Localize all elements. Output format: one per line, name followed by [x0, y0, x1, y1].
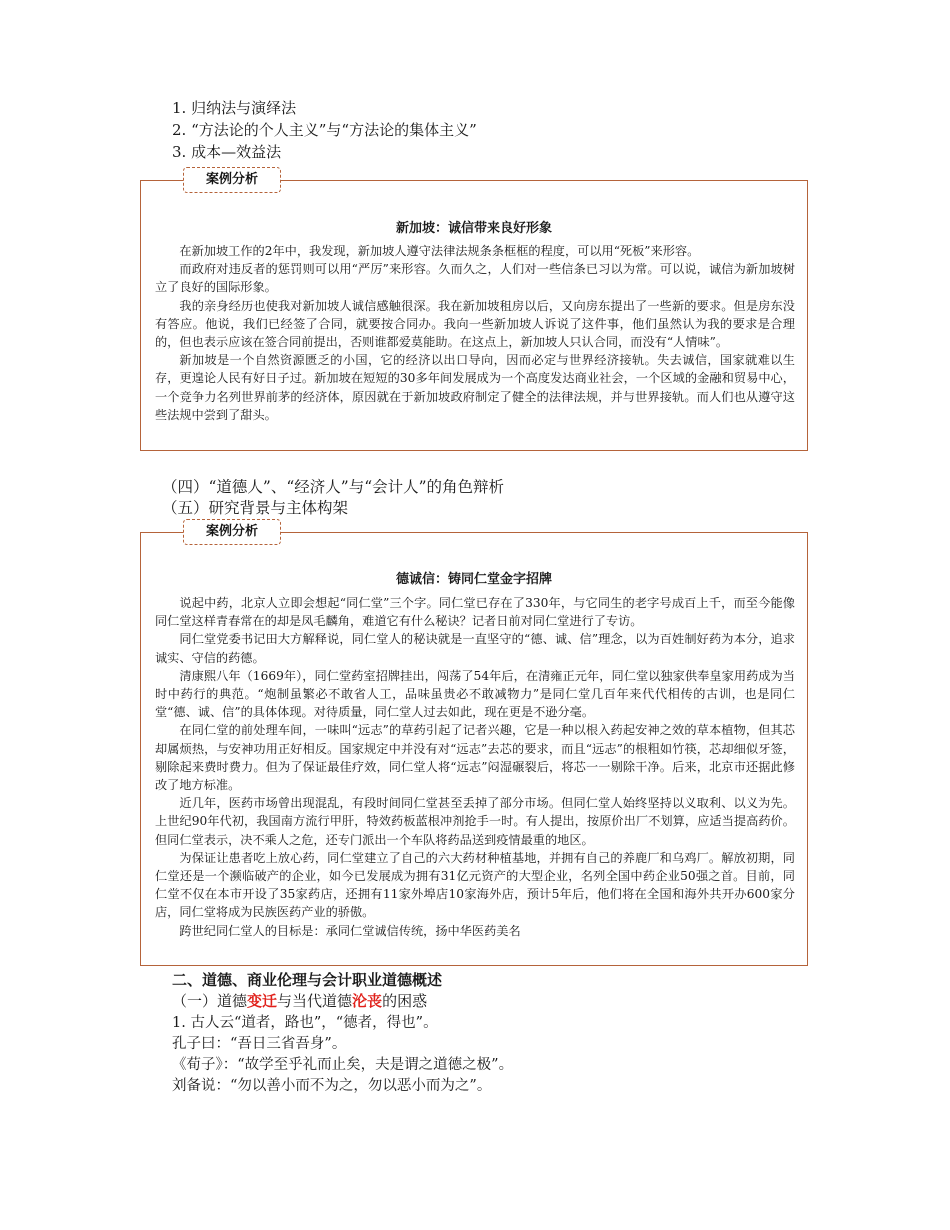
heading-role-analysis: （四）“道德人”、“经济人”与“会计人”的角色辩析	[162, 478, 505, 496]
list-item-cost-benefit: 3. 成本—效益法	[172, 143, 282, 161]
paragraph: 而政府对违反者的惩罚则可以用“严厉”来形容。久而久之，人们对一些信条已习以为常。可以说，诚信为新加坡树立了良好的国际形象。	[155, 262, 795, 295]
paragraph: 在同仁堂的前处理车间，一味叫“远志”的草药引起了记者兴趣，它是一种以根入药起安神之效的草本植物，但其芯却属烦热，与安神功用正好相反。国家规定中并没有对“远志”去芯的要求，而且“远志”的根粗如竹筷，芯却细似牙签，剔除起来费时费力。但为了保证最佳疗效，同仁堂人将“远志”闷湿碾裂后，将芯一一剔除干净。后来，北京市还据此修改了地方标准。	[155, 723, 795, 793]
paragraph: 说起中药，北京人立即会想起“同仁堂”三个字。同仁堂已存在了330年，与它同生的老字号成百上千，而至今能像同仁堂这样青春常在的却是凤毛麟角，难道它有什么秘诀？记者日前对同仁堂进行了专访。	[155, 596, 795, 629]
subheading-mid: 与当代道德	[277, 992, 353, 1010]
quote-xunzi: 《荀子》：“故学至乎礼而止矣，夫是谓之道德之极”。	[172, 1057, 514, 1073]
paragraph: 新加坡是一个自然资源匮乏的小国，它的经济以出口导向，因而必定与世界经济接轨。失去诚信，国家就难以生存，更遑论人民有好日子过。新加坡在短短的30多年间发展成为一个高度发达商业社会，一个区域的金融和贸易中心，一个竞争力名列世界前茅的经济体，原因就在于新加坡政府制定了健全的法律法规，并与世界接轨。而人们也从遵守这些法规中尝到了甜头。	[155, 353, 795, 422]
paragraph: 同仁堂党委书记田大方解释说，同仁堂人的秘诀就是一直坚守的“德、诚、信”理念，以为百姓制好药为本分，追求诚实、守信的药德。	[155, 632, 795, 665]
paragraph: 我的亲身经历也使我对新加坡人诚信感触很深。我在新加坡租房以后，又向房东提出了一些新的要求。但是房东没有答应。他说，我们已经签了合同，就要按合同办。我向一些新加坡人诉说了这件事，他们虽然认为我的要求是合理的，但也表示应该在签合同前提出，否则谁都爱莫能助。在这点上，新加坡人只认合同，而没有“人情味”。	[155, 298, 795, 350]
subheading-prefix: （一）道德	[172, 992, 248, 1010]
case-tag: 案例分析	[183, 519, 281, 545]
quote-ancients: 1. 古人云“道者，路也”，“德者，得也”。	[172, 1015, 438, 1031]
case-body-singapore	[155, 242, 795, 424]
case-body-tongrentang	[155, 594, 795, 940]
list-item-inductive: 1. 归纳法与演绎法	[172, 99, 297, 117]
paragraph: 近几年，医药市场曾出现混乱，有段时间同仁堂甚至丢掉了部分市场。但同仁堂人始终坚持以义取利、以义为先。上世纪90年代初，我国南方流行甲肝，特效药板蓝根冲剂抢手一时。有人提出，按原价出厂不划算，应适当提高药价。但同仁堂表示，决不乘人之危，还专门派出一个车队将药品送到疫情最重的地区。	[155, 796, 795, 847]
paragraph: 为保证让患者吃上放心药，同仁堂建立了自己的六大药材种植基地，并拥有自己的养鹿厂和乌鸡厂。解放初期，同仁堂还是一个濒临破产的企业，如今已发展成为拥有31亿元资产的大型企业，名列全国中药企业50强之首。目前，同仁堂不仅在本市开设了35家药店，还拥有11家外埠店10家海外店，预计5年后，他们将在全国和海外共开办600家分店，同仁堂将成为民族医药产业的骄傲。	[155, 850, 795, 920]
quote-confucius: 孔子曰：“吾日三省吾身”。	[172, 1036, 347, 1052]
paragraph: 清康熙八年（1669年），同仁堂药室招牌挂出，闯荡了54年后，在清雍正元年，同仁堂以独家供奉皇家用药成为当时中药行的典范。“炮制虽繁必不敢省人工，品味虽贵必不敢减物力”是同仁堂几百年来代代相传的古训，也是同仁堂“德、诚、信”的具体体现。对待质量，同仁堂人过去如此，现在更是不逊分毫。	[155, 668, 795, 720]
subheading-suffix: 的困惑	[382, 992, 428, 1010]
highlight-change: 变迁	[247, 992, 278, 1010]
case-tag: 案例分析	[183, 167, 281, 193]
subheading-moral-change	[172, 991, 427, 1011]
paragraph: 在新加坡工作的2年中，我发现，新加坡人遵守法律法规条条框框的程度，可以用“死板”来形容。	[179, 244, 700, 258]
case-box-singapore	[140, 172, 808, 451]
paragraph: 跨世纪同仁堂人的目标是：承同仁堂诚信传统，扬中华医药美名	[179, 923, 521, 938]
case-title-singapore: 新加坡：诚信带来良好形象	[395, 221, 552, 236]
case-title-tongrentang: 德诚信：铸同仁堂金字招牌	[395, 572, 552, 587]
section-title-ethics: 二、道德、商业伦理与会计职业道德概述	[172, 971, 443, 989]
highlight-decline: 沦丧	[352, 992, 383, 1010]
heading-research-background: （五）研究背景与主体构架	[162, 499, 349, 517]
list-item-individualism: 2. “方法论的个人主义”与“方法论的集体主义”	[172, 121, 477, 139]
quote-liubei: 刘备说：“勿以善小而不为之，勿以恶小而为之”。	[172, 1078, 492, 1094]
case-box-tongrentang	[140, 524, 808, 966]
